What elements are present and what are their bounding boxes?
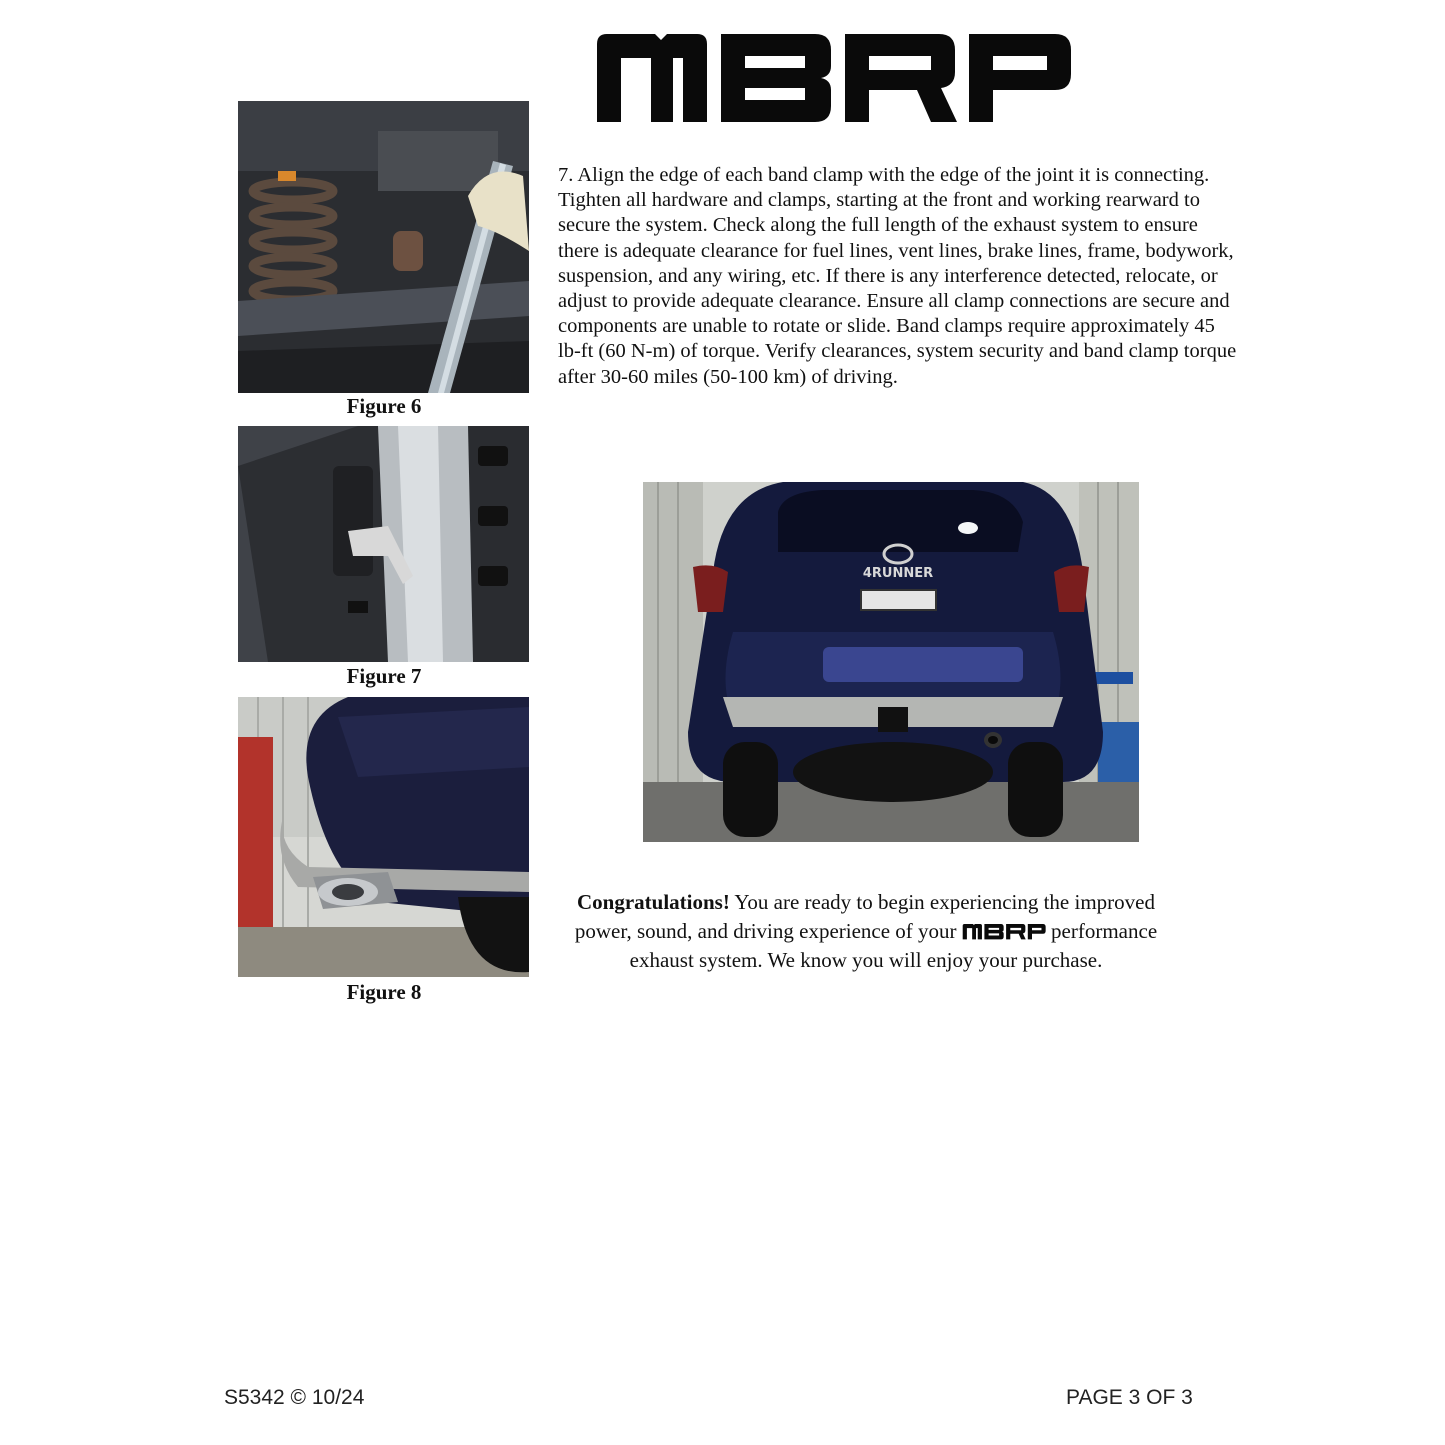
figure-8-caption: Figure 8 [346, 980, 422, 1004]
figure-7-photo [238, 426, 529, 662]
figure-8-photo [238, 697, 529, 977]
figure-6-photo [238, 101, 529, 393]
closing-message [555, 888, 1177, 975]
installed-exhaust-photo [643, 482, 1139, 842]
footer-page-number: PAGE 3 OF 3 [1066, 1386, 1193, 1409]
closing-text-part-2: performance exhaust system. We know you will enjoy your purchase. [629, 919, 1158, 972]
mbrp-logo [593, 30, 1073, 124]
footer-doc-code: S5342 © 10/24 [224, 1386, 365, 1409]
step-7-instructions: 7. Align the edge of each band clamp with the edge of the joint it is connecting. Tighten all hardware and clamps, starting at the front and working rearward to secure the system. Check along the full length of the exhaust system to ensure there is adequate clearance for fuel lines, vent lines, brake lines, frame, bodywork, suspension, and any wiring, etc. If there is any interference detected, relocate, or adjust to provide adequate clearance. Ensure all clamp connections are secure and components are unable to rotate or slide. Band clamps require approximately 45 lb-ft (60 N-m) of torque. Verify clearances, system security and band clamp torque after 30-60 miles (50-100 km) of driving. [558, 164, 1237, 388]
congratulations-heading: Congratulations! [577, 890, 730, 914]
figure-7-caption: Figure 7 [346, 664, 422, 688]
figure-6-caption: Figure 6 [346, 394, 422, 418]
closing-text-part-1: You are ready to begin experiencing the improved power, sound, and driving experience of your [574, 890, 1155, 943]
mbrp-inline-logo [962, 923, 1046, 940]
4runner-badge: 4RUNNER [862, 566, 934, 581]
